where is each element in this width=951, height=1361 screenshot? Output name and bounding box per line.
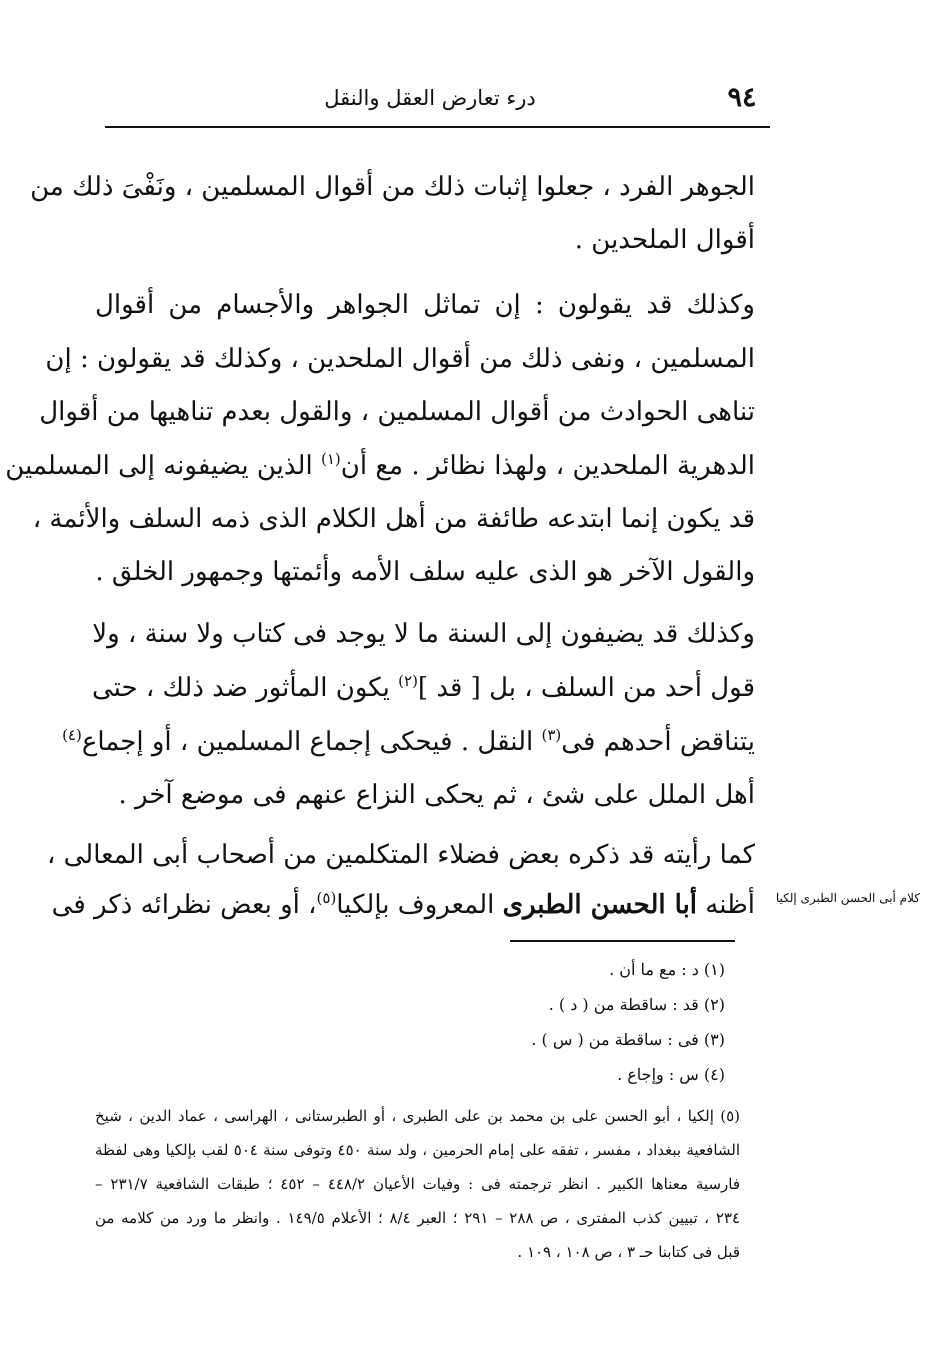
person-name: أبا الحسن الطبرى xyxy=(502,890,698,920)
footnote: (٢) قد : ساقطة من ( د ) . xyxy=(548,995,725,1014)
body-line xyxy=(5,444,755,491)
body-text-segment: قول أحد من السلف ، بل [ قد ] xyxy=(417,673,755,703)
body-line: وكذلك قد يقولون : إن تماثل الجواهر والأجسام من أقوال xyxy=(95,290,755,320)
footnote-rule xyxy=(510,940,735,942)
body-line: الجوهر الفرد ، جعلوا إثبات ذلك من أقوال المسلمين ، ونَفْىَ ذلك من xyxy=(30,172,755,202)
body-text-segment: ، أو بعض نظرائه ذكر فى xyxy=(51,890,317,920)
body-line: وكذلك قد يضيفون إلى السنة ما لا يوجد فى كتاب ولا سنة ، ولا xyxy=(92,619,755,649)
footnote: (١) د : مع ما أن . xyxy=(609,960,725,979)
footnote-line: ٢٣٤ ، تبيين كذب المفترى ، ص ٢٨٨ – ٢٩١ ؛ العبر ٨/٤ ؛ الأعلام ١٤٩/٥ . وانظر ما ورد من كلامه من xyxy=(95,1209,740,1227)
body-line: أهل الملل على شئ ، ثم يحكى النزاع عنهم فى موضع آخر . xyxy=(118,780,755,810)
body-line: تناهى الحوادث من أقوال المسلمين ، والقول بعدم تناهيها من أقوال xyxy=(39,397,755,427)
body-text-segment: أظنه xyxy=(697,890,755,920)
body-line xyxy=(91,666,755,713)
footnote-ref: (٢) xyxy=(398,672,418,690)
running-title: درء تعارض العقل والنقل xyxy=(324,86,536,110)
footnote-ref: (٥) xyxy=(316,889,337,907)
body-line xyxy=(62,720,755,767)
footnote-line: فارسية معناها الكبير . انظر ترجمته فى : وفيات الأعيان ٤٤٨/٢ – ٤٥٢ ؛ طبقات الشافعية ٢٣١/٧ – xyxy=(95,1175,740,1193)
footnote: (٤) س : وإجاع . xyxy=(617,1065,725,1084)
footnote-ref: (٣) xyxy=(541,726,562,744)
page-number: ٩٤ xyxy=(727,82,757,113)
footnote-line: قبل فى كتابنا حـ ٣ ، ص ١٠٨ ، ١٠٩ . xyxy=(517,1243,740,1261)
body-line: قد يكون إنما ابتدعه طائفة من أهل الكلام الذى ذمه السلف والأئمة ، xyxy=(32,504,755,534)
header-rule xyxy=(105,126,770,128)
body-text-segment: النقل . فيحكى إجماع المسلمين ، أو إجماع xyxy=(81,727,542,757)
footnote-line: الشافعية ببغداد ، مفسر ، تفقه على إمام الحرمين ، ولد سنة ٤٥٠ وتوفى سنة ٥٠٤ لقب بإلكيا وهى لفظة xyxy=(95,1141,741,1159)
footnote-ref: (١) xyxy=(320,450,341,468)
body-line: أقوال الملحدين . xyxy=(574,225,755,255)
body-line: المسلمين ، ونفى ذلك من أقوال الملحدين ، وكذلك قد يقولون : إن xyxy=(45,344,755,374)
body-line: كما رأيته قد ذكره بعض فضلاء المتكلمين من أصحاب أبى المعالى ، xyxy=(46,840,755,870)
body-line xyxy=(51,883,755,930)
body-text-segment: يتناقض أحدهم فى xyxy=(561,727,755,757)
body-line: والقول الآخر هو الذى عليه سلف الأمه وأئمتها وجمهور الخلق . xyxy=(95,557,755,587)
margin-note: كلام أبى الحسن الطبرى إلكيا xyxy=(775,891,920,905)
body-text-segment: الدهرية الملحدين ، ولهذا نظائر . مع أن xyxy=(340,451,755,481)
footnote-line: (٥) إلكيا ، أبو الحسن على بن محمد بن على الطبرى ، أو الطبرستانى ، الهراسى ، عماد الدين ، شيخ xyxy=(95,1107,740,1125)
body-text-segment: المعروف بإلكيا xyxy=(336,890,503,920)
body-text-segment: يكون المأثور ضد ذلك ، حتى xyxy=(91,673,399,703)
footnote-ref: (٤) xyxy=(62,726,82,744)
body-text-segment: الذين يضيفونه إلى المسلمين xyxy=(5,451,321,481)
footnote: (٣) فى : ساقطة من ( س ) . xyxy=(531,1030,725,1049)
